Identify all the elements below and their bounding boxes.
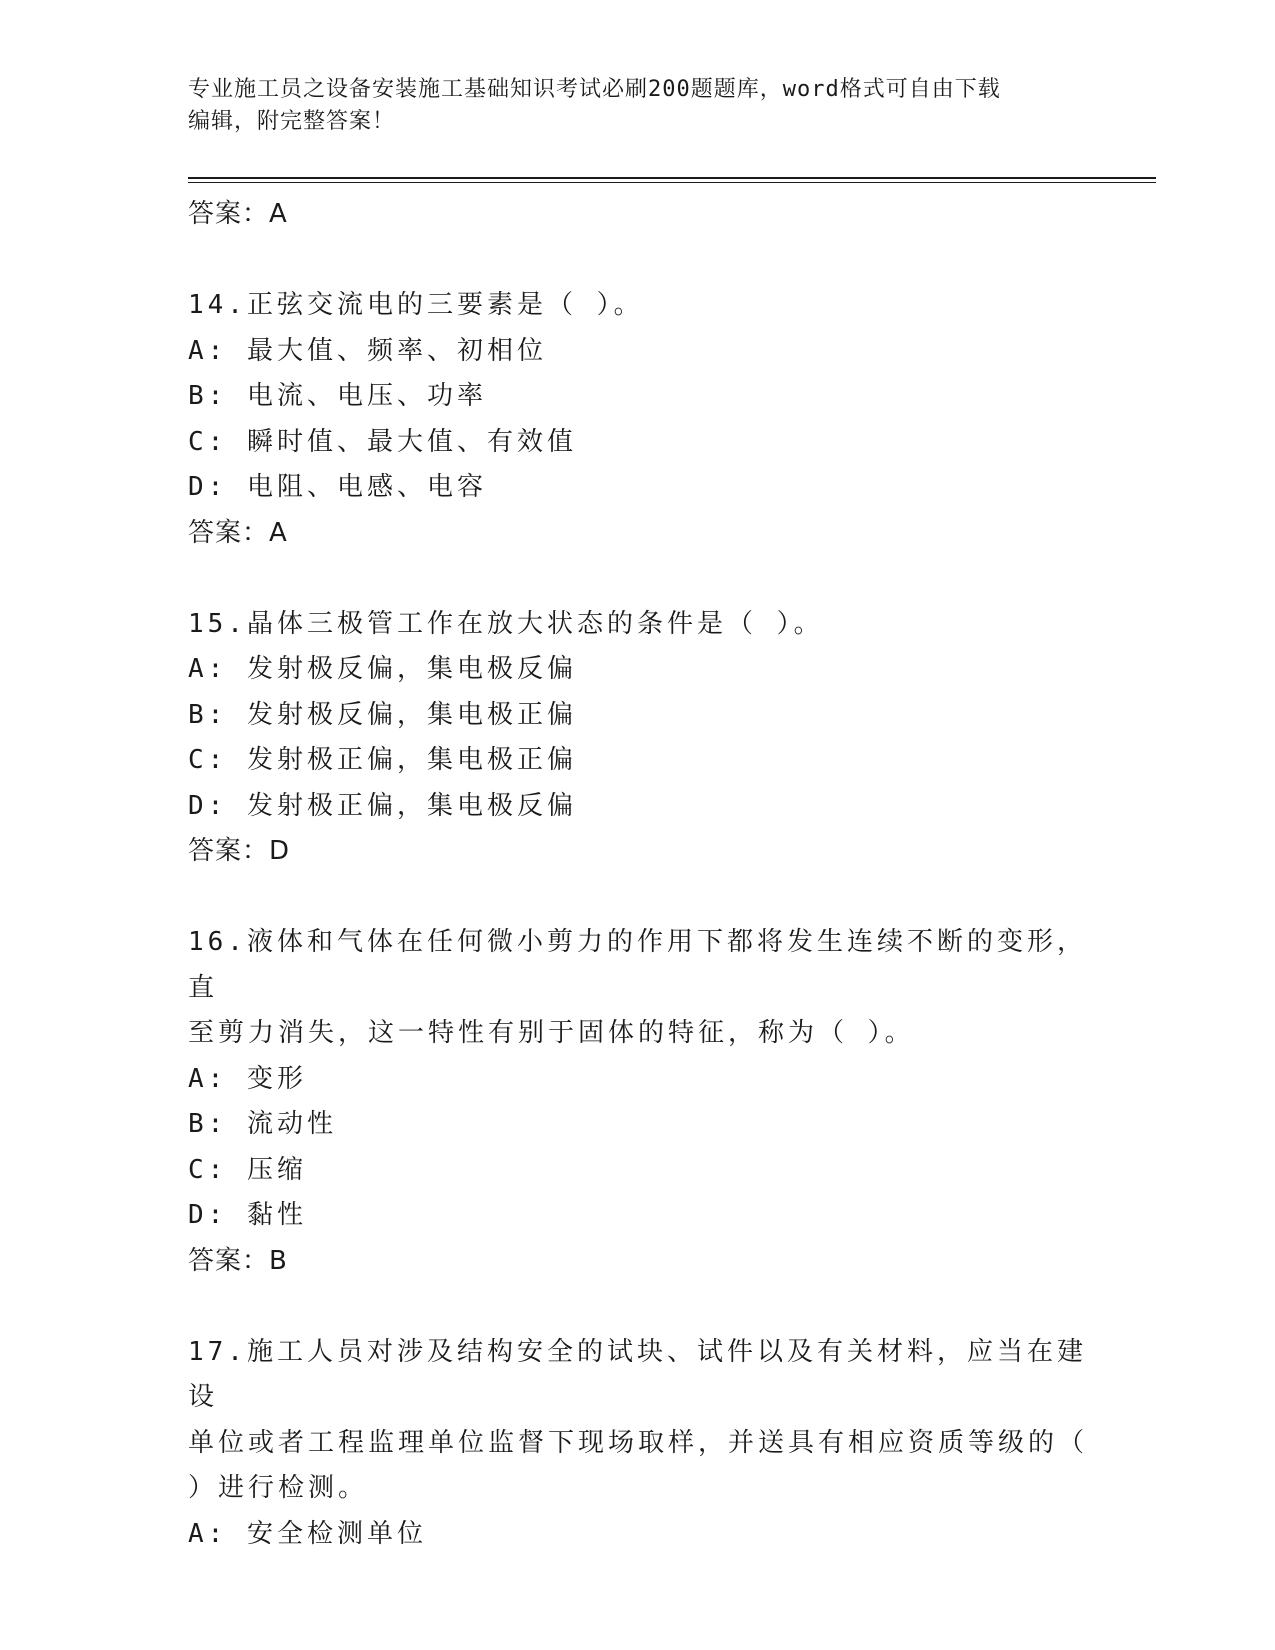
question-14	[188, 283, 1088, 556]
option-c: C: 发射极正偏，集电极正偏	[188, 745, 577, 775]
option-a: A: 发射极反偏，集电极反偏	[188, 654, 577, 684]
option-d: D: 发射极正偏，集电极反偏	[188, 790, 577, 821]
header-line-1: 专业施工员之设备安装施工基础知识考试必刷200题题库，word格式可自由下载	[188, 77, 1001, 102]
option-d: D: 电阻、电感、电容	[188, 472, 487, 502]
header-line-2: 编辑，附完整答案！	[188, 109, 396, 134]
question-15	[188, 602, 1088, 875]
spacer	[188, 238, 1088, 284]
option-b: B: 发射极反偏，集电极正偏	[188, 699, 577, 730]
question-17	[188, 1330, 1088, 1558]
question-stem: 14.正弦交流电的三要素是（ ）。	[188, 290, 644, 320]
previous-answer: 答案：A	[188, 199, 288, 229]
question-stem: 15.晶体三极管工作在放大状态的条件是（ ）。	[188, 608, 824, 639]
option-c: C: 瞬时值、最大值、有效值	[188, 426, 577, 457]
question-stem-line-1: 17.施工人员对涉及结构安全的试块、试件以及有关材料，应当在建设	[188, 1336, 1087, 1412]
option-b: B: 电流、电压、功率	[188, 381, 487, 411]
option-c: C: 压缩	[188, 1154, 307, 1185]
spacer	[188, 1284, 1088, 1330]
question-stem-line-1: 16.液体和气体在任何微小剪力的作用下都将发生连续不断的变形，直	[188, 927, 1087, 1003]
question-stem-line-2: 至剪力消失，这一特性有别于固体的特征，称为（ ）。	[188, 1018, 915, 1048]
question-16	[188, 920, 1088, 1284]
header-divider-thick	[188, 177, 1156, 179]
spacer	[188, 875, 1088, 921]
option-a: A: 最大值、频率、初相位	[188, 335, 547, 366]
document-body	[188, 192, 1088, 1557]
option-a: A: 安全检测单位	[188, 1518, 427, 1549]
answer: 答案：B	[188, 1245, 288, 1276]
option-b: B: 流动性	[188, 1109, 337, 1139]
answer: 答案：D	[188, 836, 291, 866]
header-divider-thin	[188, 182, 1156, 183]
question-stem-line-2: 单位或者工程监理单位监督下现场取样，并送具有相应资质等级的（	[188, 1427, 1089, 1458]
option-a: A: 变形	[188, 1063, 307, 1094]
spacer	[188, 556, 1088, 602]
question-stem-line-3: ）进行检测。	[188, 1473, 369, 1503]
option-d: D: 黏性	[188, 1200, 307, 1230]
answer: 答案：A	[188, 517, 288, 548]
document-header	[188, 74, 1068, 138]
